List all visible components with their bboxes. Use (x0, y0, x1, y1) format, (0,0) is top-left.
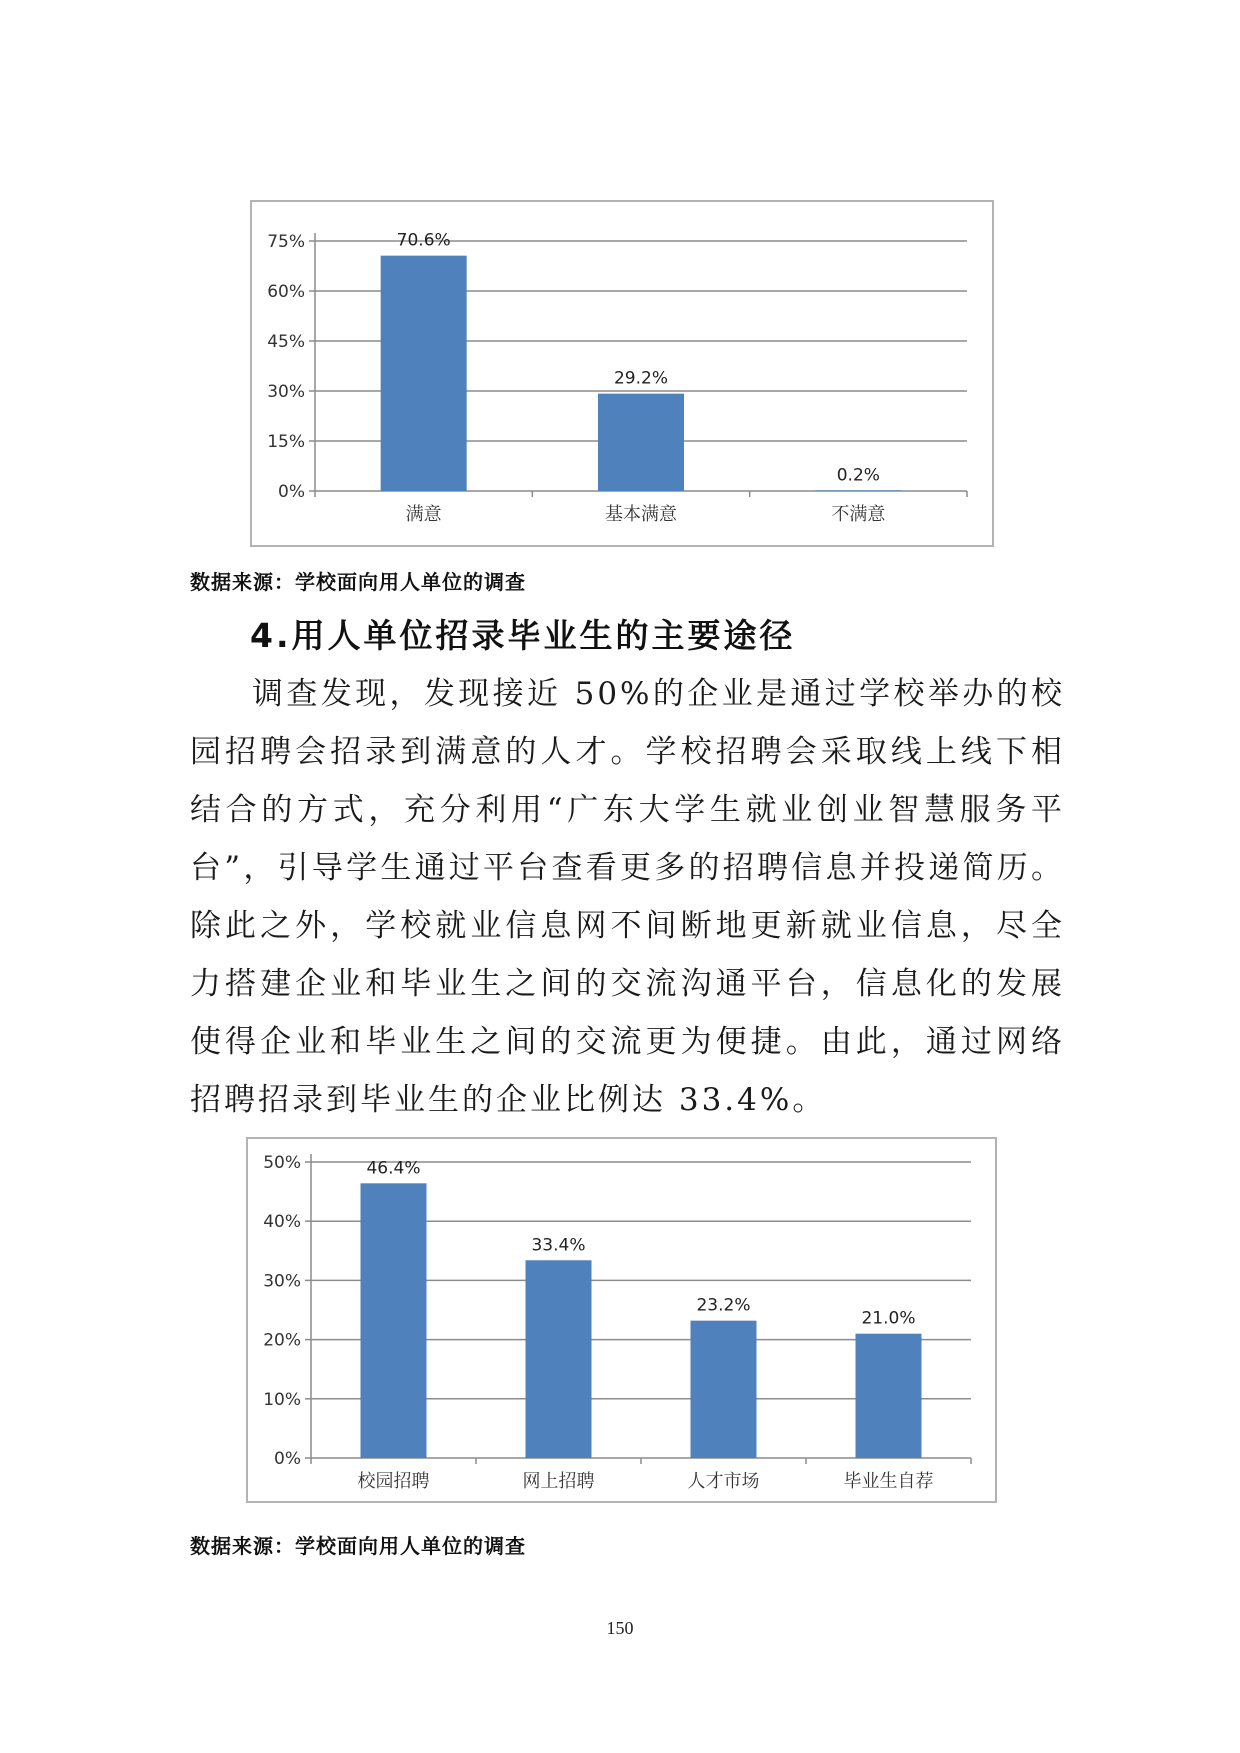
chart2-y-tick-label: 50% (263, 1153, 301, 1173)
chart2-bar (691, 1321, 757, 1458)
chart1-y-tick-label: 60% (267, 282, 305, 302)
section-heading: 4.用人单位招录毕业生的主要途径 (250, 616, 796, 655)
chart2-bar (526, 1260, 592, 1458)
data-source-caption-1: 数据来源：学校面向用人单位的调查 (190, 570, 526, 594)
satisfaction-chart (250, 200, 994, 547)
chart1-y-tick-label: 75% (267, 232, 305, 252)
chart1-bar (815, 490, 901, 491)
recruitment-channel-chart (246, 1137, 997, 1503)
chart1-y-tick-label: 45% (267, 332, 305, 352)
chart2-data-label: 46.4% (366, 1158, 421, 1179)
chart2-category-label: 人才市场 (687, 1471, 760, 1492)
chart2-data-label: 23.2% (696, 1295, 751, 1316)
chart1-bar (598, 394, 684, 491)
satisfaction-chart-svg (252, 202, 992, 545)
chart2-category-label: 毕业生自荐 (843, 1471, 934, 1492)
chart1-category-label: 不满意 (831, 504, 886, 525)
body-paragraph: 调查发现，发现接近 50%的企业是通过学校举办的校园招聘会招录到满意的人才。学校招聘会采取线上线下相结合的方式，充分利用“广东大学生就业创业智慧服务平台”，引导学生通过平台查看更多的招聘信息并投递简历。除此之外，学校就业信息网不间断地更新就业信息，尽全力搭建企业和毕业生之间的交流沟通平台，信息化的发展使得企业和毕业生之间的交流更为便捷。由此，通过网络招聘招录到毕业生的企业比例达 33.4%。 (190, 676, 1065, 1118)
chart1-category-label: 满意 (405, 504, 442, 525)
chart2-category-label: 网上招聘 (522, 1471, 595, 1492)
chart1-data-label: 70.6% (396, 230, 451, 251)
recruitment-channel-chart-svg (248, 1139, 995, 1501)
chart1-y-tick-label: 0% (278, 482, 305, 502)
chart1-y-tick-label: 15% (267, 432, 305, 452)
chart2-y-tick-label: 0% (274, 1449, 301, 1469)
chart2-bar (361, 1183, 427, 1458)
chart1-data-label: 0.2% (836, 465, 880, 486)
chart2-y-tick-label: 10% (263, 1389, 301, 1410)
chart1-category-label: 基本满意 (605, 504, 677, 525)
chart1-bar (381, 256, 467, 491)
page-number: 150 (606, 1618, 634, 1638)
chart1-y-tick-label: 30% (267, 382, 305, 402)
chart2-bar (856, 1334, 922, 1458)
chart1-data-label: 29.2% (613, 368, 669, 389)
chart2-y-tick-label: 40% (263, 1212, 301, 1233)
chart2-y-tick-label: 20% (263, 1330, 301, 1351)
chart2-y-tick-label: 30% (263, 1271, 301, 1292)
data-source-caption-2: 数据来源：学校面向用人单位的调查 (190, 1534, 526, 1558)
chart2-category-label: 校园招聘 (357, 1471, 430, 1492)
chart2-data-label: 33.4% (531, 1235, 586, 1256)
chart2-data-label: 21.0% (861, 1308, 916, 1329)
